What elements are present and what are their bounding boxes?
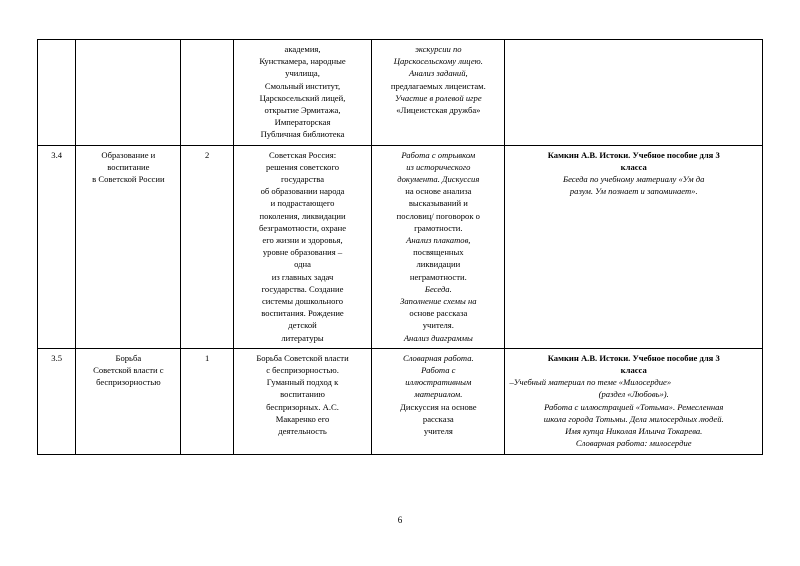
cell-hours	[181, 40, 234, 146]
activity-line: рассказа	[422, 413, 454, 424]
activity-line: посвященных	[413, 247, 464, 258]
topic-line: беспризорностью	[96, 377, 161, 388]
content-line: Советская Россия:	[268, 149, 337, 160]
literature-line: (раздел «Любовь»).	[598, 389, 669, 400]
literature-line: Камкин А.В. Истоки. Учебное пособие для 3	[547, 149, 720, 160]
number-text: 3.4	[51, 149, 63, 160]
content-line: литературы	[281, 332, 324, 343]
content-line: Смольный институт,	[264, 80, 341, 91]
activity-line: Заполнение схемы на	[400, 296, 477, 307]
cell-topic	[76, 348, 181, 454]
activity-line: Царскосельскому лицею.	[393, 56, 483, 67]
content-line: воспитания. Рождение	[261, 308, 344, 319]
activity-line: неграмотности.	[409, 271, 467, 282]
content-line: Кунсткамера, народные	[259, 56, 346, 67]
activity-line: Дискуссия на основе	[400, 401, 477, 412]
content-line: государства. Создание	[261, 283, 344, 294]
cell-number	[38, 348, 76, 454]
activity-line: Анализ заданий,	[409, 68, 468, 79]
cell-activity	[372, 348, 505, 454]
activity-line: учителя.	[422, 320, 454, 331]
content-line: из главных задач	[271, 271, 334, 282]
activity-line: Словарная работа.	[402, 352, 474, 363]
activity-line: основе рассказа	[409, 308, 468, 319]
activity-line: ликвидации	[416, 259, 461, 270]
activity-line: «Лицеистская дружба»	[396, 105, 481, 116]
content-line: Борьба Советской власти	[256, 352, 349, 363]
number-text: 3.5	[51, 352, 63, 363]
cell-content	[233, 40, 371, 146]
cell-literature	[505, 40, 763, 146]
activity-line: на основе анализа	[405, 186, 472, 197]
activity-line: Работа с отрывком	[401, 149, 476, 160]
content-line: об образовании народа	[260, 186, 345, 197]
cell-hours	[181, 145, 234, 348]
content-line: уровне образования –	[262, 247, 343, 258]
cell-content	[233, 145, 371, 348]
activity-line: Беседа.	[424, 283, 452, 294]
content-line: открытие Эрмитажа,	[264, 105, 341, 116]
hours-text: 2	[204, 149, 210, 160]
document-body	[37, 39, 763, 455]
content-line: Гуманный подход к	[266, 377, 339, 388]
content-line: одна	[294, 259, 311, 270]
content-line: государства	[280, 174, 325, 185]
topic-line: Советской власти с	[93, 365, 164, 376]
content-line: воспитанию	[280, 389, 325, 400]
activity-line: Анализ плакатов,	[406, 235, 471, 246]
literature-line: класса	[620, 161, 647, 172]
content-line: Макаренко его	[275, 413, 330, 424]
topic-line: воспитание	[107, 161, 150, 172]
cell-content	[233, 348, 371, 454]
content-line: Публичная библиотека	[260, 129, 345, 140]
content-line: системы дошкольного	[261, 296, 344, 307]
literature-line: разум. Ум познает и запоминает».	[569, 186, 698, 197]
cell-activity	[372, 145, 505, 348]
cell-topic	[76, 40, 181, 146]
literature-line: школа города Тотьмы. Дела милосердных людей.	[543, 413, 724, 424]
content-line: деятельность	[278, 426, 327, 437]
content-line: решения советского	[265, 161, 340, 172]
content-line: и подрастающего	[270, 198, 335, 209]
content-line: Царскосельский лицей,	[259, 92, 346, 103]
content-line: академия,	[284, 44, 321, 54]
content-line: безграмотности, охране	[258, 222, 347, 233]
activity-line: иллюстративным	[405, 377, 472, 388]
activity-line: экскурсии по	[415, 44, 462, 54]
hours-text: 1	[204, 352, 210, 363]
table-row	[38, 145, 763, 348]
topic-line: Образование и	[101, 149, 156, 160]
activity-line: Анализ диаграммы	[403, 332, 473, 343]
page-number: 6	[397, 515, 403, 525]
literature-line: Камкин А.В. Истоки. Учебное пособие для 3	[547, 352, 720, 363]
table-row	[38, 40, 763, 146]
cell-topic	[76, 145, 181, 348]
activity-line: предлагаемых лицеистам.	[390, 80, 486, 91]
content-line: поколения, ликвидации	[259, 210, 346, 221]
activity-line: документа. Дискуссия	[397, 174, 480, 185]
cell-literature	[505, 348, 763, 454]
cell-number	[38, 145, 76, 348]
literature-line: –Учебный материал по теме «Милосердие»	[509, 377, 672, 388]
activity-line: учителя	[423, 426, 453, 437]
topic-line: Борьба	[115, 352, 142, 363]
activity-line: Участие в ролевой игре	[395, 92, 482, 103]
content-line: беспризорных. А.С.	[266, 401, 339, 412]
activity-line: пословиц/ поговорок о	[396, 210, 480, 221]
content-line: Императорская	[274, 117, 331, 128]
literature-line: класса	[620, 365, 647, 376]
cell-activity	[372, 40, 505, 146]
table-row	[38, 348, 763, 454]
activity-line: грамотности.	[414, 222, 463, 233]
cell-hours	[181, 348, 234, 454]
activity-line: высказываний и	[408, 198, 468, 209]
activity-line: из исторического	[406, 161, 471, 172]
content-line: детской	[288, 320, 317, 331]
literature-line: Работа с иллюстрацией «Тотьма». Ремесленная	[544, 401, 724, 412]
activity-line: Работа с	[421, 365, 456, 376]
literature-line: Словарная работа: милосердие	[575, 438, 692, 449]
content-line: с беспризорностью.	[266, 365, 339, 376]
cell-number	[38, 40, 76, 146]
literature-line: Беседа по учебному материалу «Ум да	[563, 174, 705, 185]
topic-line: в Советской России	[92, 174, 165, 185]
curriculum-table	[37, 39, 763, 455]
activity-line: материалом.	[414, 389, 463, 400]
cell-literature	[505, 145, 763, 348]
content-line: училища,	[285, 68, 320, 79]
literature-line: Имя купца Николая Ильича Токарева.	[565, 426, 703, 437]
content-line: его жизни и здоровья,	[262, 235, 343, 246]
